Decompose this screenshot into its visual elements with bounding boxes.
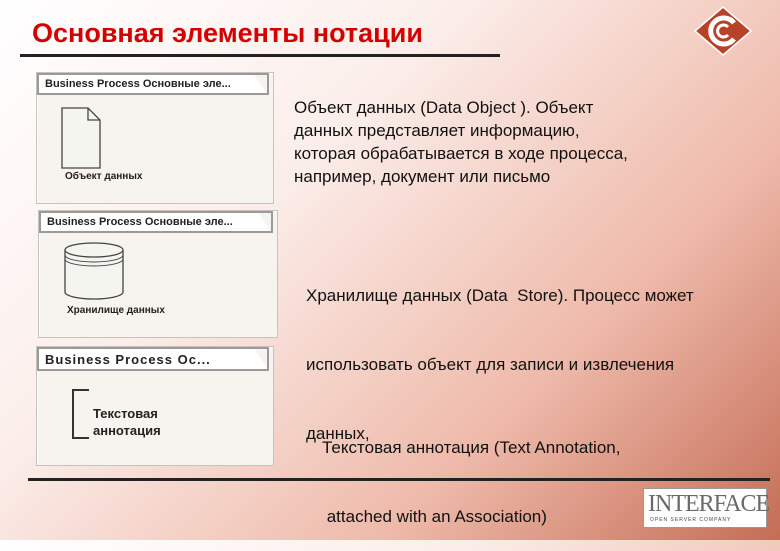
company-logo-icon <box>694 6 752 56</box>
logo-brand-text: INTERFACE <box>648 491 770 517</box>
text-annotation-line-2: аннотация <box>93 423 161 438</box>
description-line: Хранилище данных (Data Store). Процесс может <box>306 286 694 305</box>
title-underline <box>20 54 500 57</box>
description-line: Текстовая аннотация (Text Annotation, <box>322 438 621 457</box>
description-line: которая обрабатывается в ходе процесса, <box>294 144 628 163</box>
data-object-label: Объект данных <box>65 171 143 182</box>
data-store-label: Хранилище данных <box>67 305 165 316</box>
description-line: например, документ или письмо <box>294 167 551 186</box>
logo-tagline: OPEN SERVER COMPANY <box>650 517 732 523</box>
data-object-panel <box>36 72 274 204</box>
data-object-description <box>294 96 628 188</box>
slide-title: Основная элементы нотации <box>32 18 423 48</box>
description-line: использовать объект для записи и извлечения <box>306 355 675 374</box>
data-store-icon <box>63 241 125 301</box>
panel-tab: Business Process Основные эле... <box>37 73 269 95</box>
panel-tab: Business Process Oc... <box>37 347 269 371</box>
data-object-icon <box>61 107 101 169</box>
description-line: данных, <box>306 424 370 443</box>
text-annotation-line-1: Текстовая <box>93 406 158 421</box>
data-store-panel <box>38 210 278 338</box>
text-annotation-label <box>93 405 161 439</box>
text-annotation-panel <box>36 346 274 466</box>
panel-tab: Business Process Основные эле... <box>39 211 273 233</box>
footer-divider <box>28 478 770 481</box>
description-line: Объект данных (Data Object ). Объект <box>294 98 594 117</box>
description-line: данных представляет информацию, <box>294 121 580 140</box>
text-annotation-description <box>322 390 620 551</box>
annotation-bracket-icon <box>71 389 91 439</box>
description-line: attached with an Association) <box>322 507 547 526</box>
interface-logo <box>643 488 770 528</box>
